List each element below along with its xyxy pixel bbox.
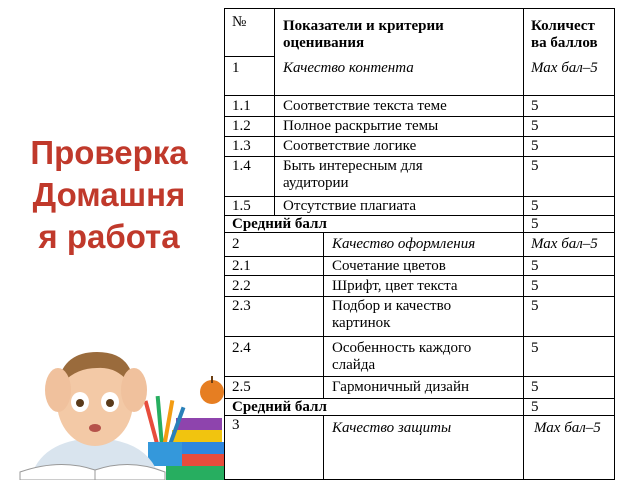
section-2-avg-points: 5 <box>531 399 539 415</box>
section-1-avg-points: 5 <box>531 216 539 232</box>
row-2-4-points: 5 <box>531 340 539 356</box>
row-2-3-label: Подбор и качество картинок <box>332 298 452 331</box>
row-2-2-points: 5 <box>531 278 539 294</box>
row-1-3-label: Соответствие логике <box>283 138 417 154</box>
side-title-line-2: Домашня <box>32 176 186 213</box>
row-1-3-points: 5 <box>531 138 539 154</box>
row-2-4-num: 2.4 <box>232 340 251 356</box>
row-2-1-label: Сочетание цветов <box>332 258 446 274</box>
row-2-5-points: 5 <box>531 379 539 395</box>
row-1-2-num: 1.2 <box>232 118 251 134</box>
header-criteria: Показатели и критерии оценивания <box>283 18 444 51</box>
row-1-2-label: Полное раскрытие темы <box>283 118 439 134</box>
row-2-5-num: 2.5 <box>232 379 251 395</box>
row-1-4-num: 1.4 <box>232 158 251 174</box>
row-1-5-points: 5 <box>531 198 539 214</box>
row-2-2-label: Шрифт, цвет текста <box>332 278 458 294</box>
row-1-2-points: 5 <box>531 118 539 134</box>
section-2-num: 2 <box>232 236 240 252</box>
row-2-4-label: Особенность каждого слайда <box>332 340 472 373</box>
section-2-title: Качество оформления <box>332 236 476 252</box>
side-title-line-3: я работа <box>38 218 180 255</box>
section-2-avg-label: Средний балл <box>232 399 327 415</box>
section-1-max: Мах бал–5 <box>531 60 598 76</box>
section-1-num: 1 <box>232 60 240 76</box>
side-title-line-1: Проверка <box>30 134 188 171</box>
side-title <box>4 132 214 258</box>
section-3-max: Мах бал–5 <box>534 420 601 436</box>
row-2-3-num: 2.3 <box>232 298 251 314</box>
section-3-num: 3 <box>232 417 240 433</box>
row-2-1-points: 5 <box>531 258 539 274</box>
row-1-5-num: 1.5 <box>232 198 251 214</box>
section-1-title: Качество контента <box>283 60 414 76</box>
header-points: Количест ва баллов <box>531 18 598 51</box>
section-3-title: Качество защиты <box>332 420 452 436</box>
header-num: № <box>232 14 247 30</box>
row-2-3-points: 5 <box>531 298 539 314</box>
section-1-avg-label: Средний балл <box>232 216 327 232</box>
row-2-5-label: Гармоничный дизайн <box>332 379 469 395</box>
row-1-3-num: 1.3 <box>232 138 251 154</box>
row-1-1-num: 1.1 <box>232 98 251 114</box>
student-with-books-illustration <box>0 330 224 480</box>
row-1-1-points: 5 <box>531 98 539 114</box>
row-1-4-label: Быть интересным для аудитории <box>283 158 423 191</box>
row-1-5-label: Отсутствие плагиата <box>283 198 417 214</box>
row-1-1-label: Соответствие текста теме <box>283 98 447 114</box>
row-2-2-num: 2.2 <box>232 278 251 294</box>
row-2-1-num: 2.1 <box>232 258 251 274</box>
row-1-4-points: 5 <box>531 158 539 174</box>
section-2-max: Мах бал–5 <box>531 236 598 252</box>
